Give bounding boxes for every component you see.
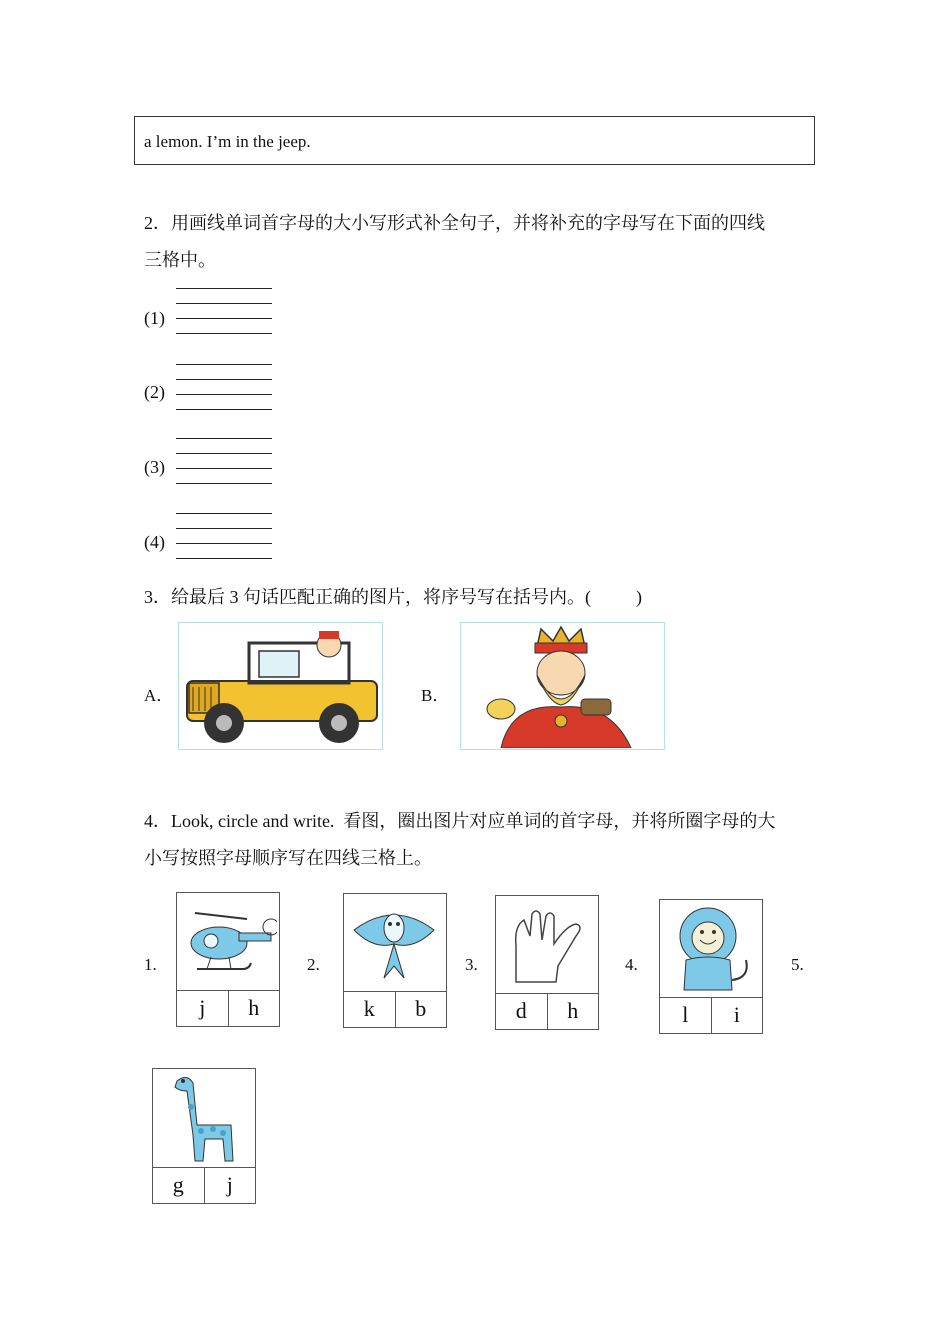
- card-number: 2.: [307, 955, 320, 974]
- card-number: 3.: [465, 955, 478, 974]
- jeep-picture[interactable]: [178, 622, 383, 750]
- picture-card-giraffe: [152, 1068, 256, 1204]
- helicopter-icon: [177, 893, 277, 989]
- continued-text-box: [134, 116, 815, 165]
- hand-icon: [496, 896, 596, 992]
- picture-card-kite: [343, 893, 447, 1028]
- letter-choice[interactable]: l: [682, 1002, 689, 1027]
- letter-choice[interactable]: k: [363, 996, 375, 1021]
- card-number: 4.: [625, 955, 638, 974]
- four-line-grid-2[interactable]: [176, 364, 272, 410]
- letter-choice[interactable]: j: [199, 995, 206, 1020]
- giraffe-icon: [153, 1069, 253, 1166]
- q4-instruction-line2: 小写按照字母顺序写在四线三格上。: [144, 848, 432, 868]
- continued-text: a lemon. I’m in the jeep.: [144, 132, 311, 151]
- letter-choice[interactable]: h: [228, 991, 280, 1026]
- q2-instruction-line2: 三格中。: [144, 250, 216, 270]
- letter-choice[interactable]: g: [172, 1172, 184, 1197]
- picture-card-helicopter: [176, 892, 280, 1027]
- lion-icon: [660, 900, 760, 996]
- picture-card-hand: [495, 895, 599, 1030]
- letter-choice[interactable]: j: [204, 1168, 256, 1203]
- picture-card-lion: [659, 899, 763, 1034]
- kite-icon: [344, 894, 444, 990]
- q2-item-label: (1): [144, 308, 165, 328]
- jeep-icon: [179, 623, 381, 748]
- q3-instruction: 3．给最后 3 句话匹配正确的图片，将序号写在括号内。( ): [144, 587, 642, 607]
- letter-choice[interactable]: b: [395, 992, 447, 1027]
- q2-item-label: (4): [144, 532, 165, 552]
- letter-choice[interactable]: h: [547, 994, 599, 1029]
- q2-instruction-line1: 2．用画线单词首字母的大小写形式补全句子，并将补充的字母写在下面的四线: [144, 213, 765, 233]
- q4-instruction-line1: 4．Look, circle and write. 看图，圈出图片对应单词的首字母，并将所圈字母的大: [144, 811, 776, 831]
- q2-item-label: (3): [144, 457, 165, 477]
- four-line-grid-4[interactable]: [176, 513, 272, 559]
- letter-choice[interactable]: d: [515, 998, 527, 1023]
- letter-choice[interactable]: i: [711, 998, 763, 1033]
- king-picture[interactable]: [460, 622, 665, 750]
- option-b-label: B．: [421, 686, 450, 705]
- four-line-grid-1[interactable]: [176, 288, 272, 334]
- q2-item-label: (2): [144, 382, 165, 402]
- card-number: 1.: [144, 955, 157, 974]
- king-icon: [461, 623, 663, 748]
- card-number: 5.: [791, 955, 804, 974]
- four-line-grid-3[interactable]: [176, 438, 272, 484]
- option-a-label: A．: [144, 686, 174, 705]
